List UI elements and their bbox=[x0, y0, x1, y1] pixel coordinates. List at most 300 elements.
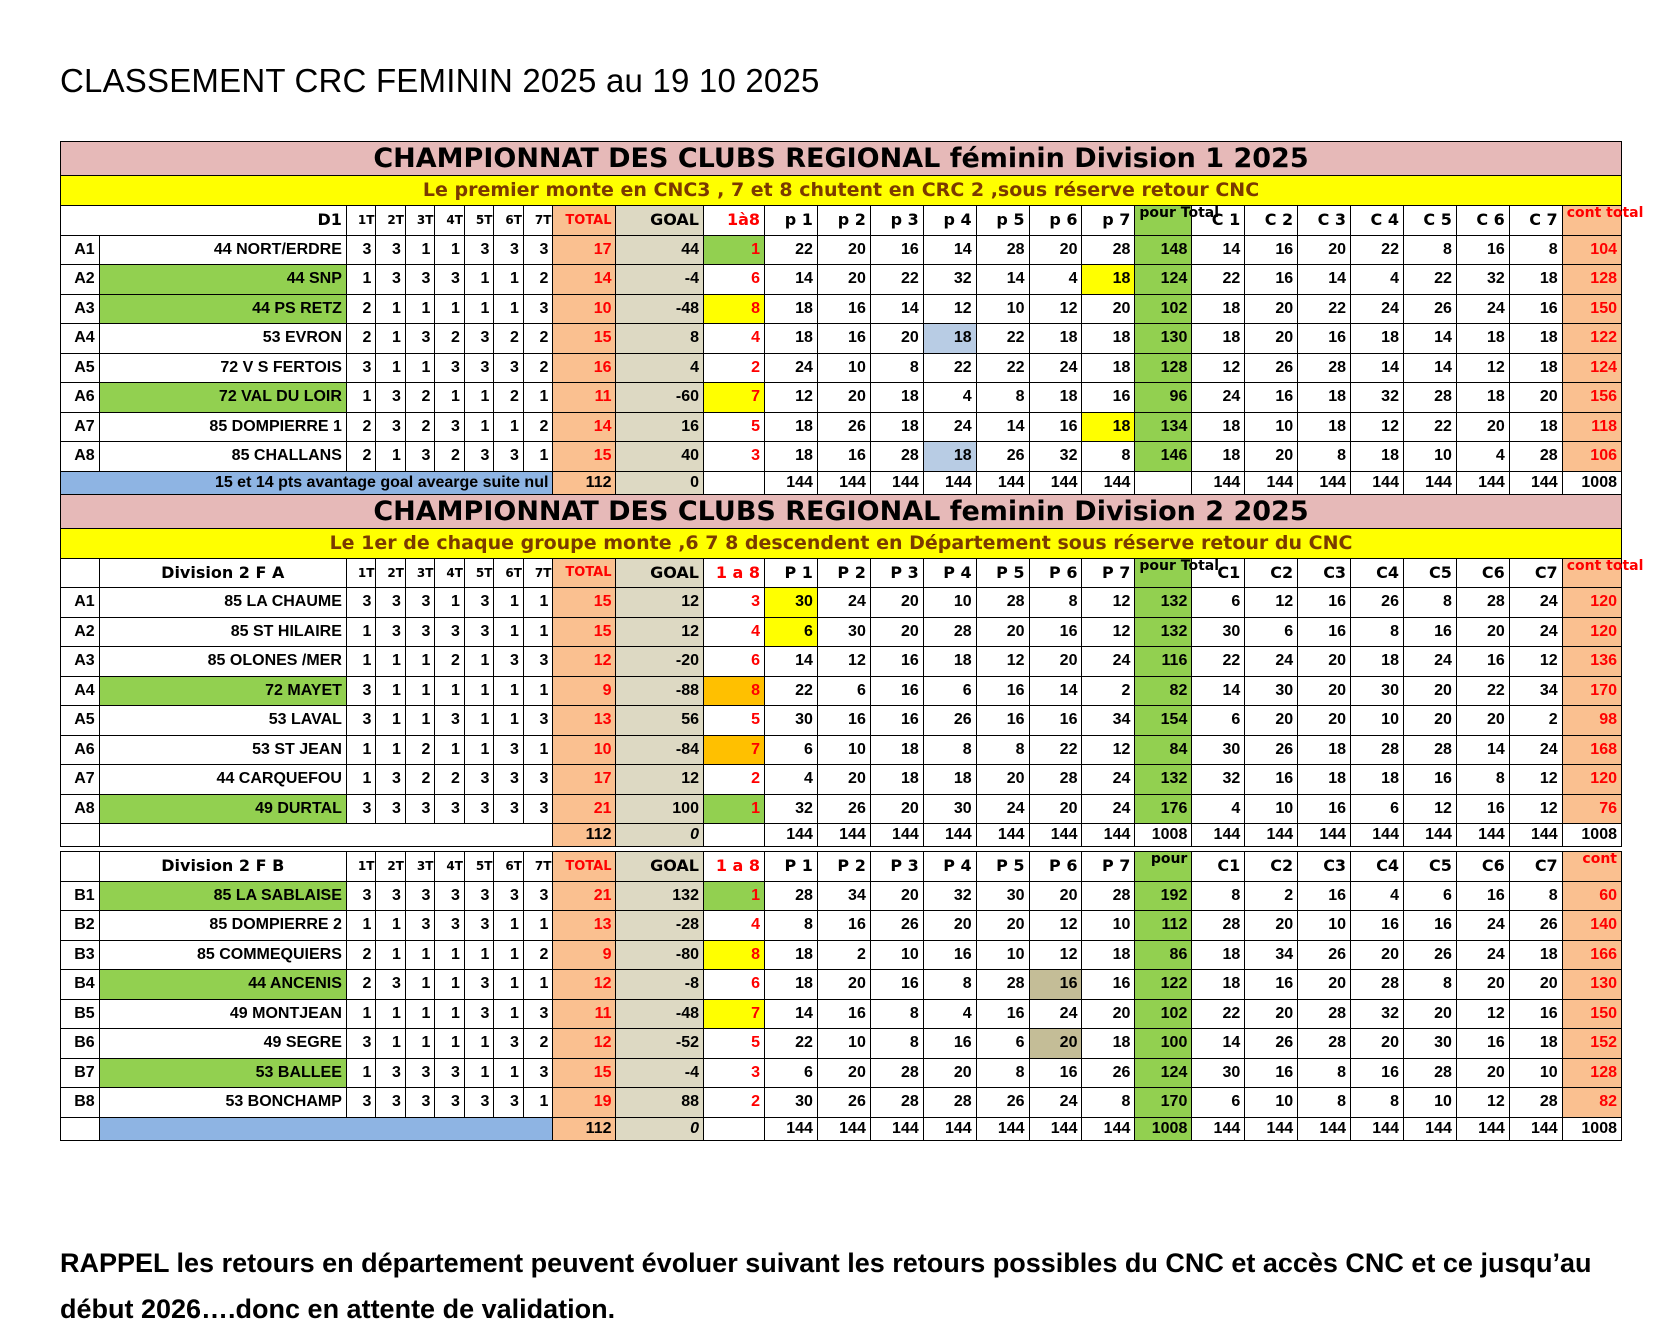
points-for: 6 bbox=[923, 676, 976, 706]
team-position: B2 bbox=[61, 911, 100, 941]
team-name: 85 OLONES /MER bbox=[99, 647, 346, 677]
turn-points: 2 bbox=[523, 265, 553, 295]
team-name: 85 ST HILAIRE bbox=[99, 617, 346, 647]
points-against: 4 bbox=[1351, 265, 1404, 295]
points-against: 8 bbox=[1403, 970, 1456, 1000]
points-against: 20 bbox=[1298, 676, 1351, 706]
points-against: 34 bbox=[1245, 940, 1298, 970]
points-for: 18 bbox=[1082, 412, 1135, 442]
points-against: 18 bbox=[1509, 353, 1562, 383]
summary-points-against: 144 bbox=[1192, 471, 1245, 494]
header-turn: 2T bbox=[376, 206, 406, 236]
header-pour-total: pour Total bbox=[1135, 558, 1192, 588]
header-pour-total: pour Total bbox=[1135, 206, 1192, 236]
team-goal: 8 bbox=[616, 324, 704, 354]
points-for: 28 bbox=[923, 1088, 976, 1118]
turn-points: 3 bbox=[346, 353, 376, 383]
turn-points: 1 bbox=[464, 294, 494, 324]
points-for: 28 bbox=[1082, 881, 1135, 911]
summary-row bbox=[61, 471, 1622, 494]
points-against: 8 bbox=[1351, 1088, 1404, 1118]
table-row bbox=[61, 1058, 1622, 1088]
turn-points: 1 bbox=[523, 617, 553, 647]
points-for: 10 bbox=[976, 294, 1029, 324]
turn-points: 1 bbox=[376, 442, 406, 472]
header-turn: 2T bbox=[376, 558, 406, 588]
header-turn: 6T bbox=[494, 558, 524, 588]
team-total: 13 bbox=[553, 911, 616, 941]
points-for: 16 bbox=[976, 676, 1029, 706]
summary-points-against: 144 bbox=[1456, 824, 1509, 847]
table-row bbox=[61, 999, 1622, 1029]
cont-total: 140 bbox=[1562, 911, 1621, 941]
table-row bbox=[61, 588, 1622, 618]
summary-points-for: 144 bbox=[817, 471, 870, 494]
points-against: 6 bbox=[1192, 1088, 1245, 1118]
header-rank: 1 a 8 bbox=[703, 852, 764, 882]
points-against: 16 bbox=[1456, 881, 1509, 911]
team-name: 53 LAVAL bbox=[99, 706, 346, 736]
cont-total: 118 bbox=[1562, 412, 1621, 442]
turn-points: 1 bbox=[523, 442, 553, 472]
points-for: 22 bbox=[923, 353, 976, 383]
points-for: 10 bbox=[817, 1029, 870, 1059]
points-against: 20 bbox=[1403, 706, 1456, 736]
summary-points-for: 144 bbox=[1029, 1117, 1082, 1140]
points-for: 16 bbox=[1029, 706, 1082, 736]
points-against: 20 bbox=[1245, 911, 1298, 941]
summary-points-for: 144 bbox=[976, 824, 1029, 847]
turn-points: 3 bbox=[376, 412, 406, 442]
summary-points-against: 144 bbox=[1298, 824, 1351, 847]
points-against: 12 bbox=[1245, 588, 1298, 618]
header-points-against: C1 bbox=[1192, 558, 1245, 588]
points-for: 2 bbox=[817, 940, 870, 970]
team-position: A3 bbox=[61, 294, 100, 324]
table-row bbox=[61, 294, 1622, 324]
points-against: 12 bbox=[1192, 353, 1245, 383]
points-against: 24 bbox=[1456, 940, 1509, 970]
turn-points: 3 bbox=[464, 353, 494, 383]
team-name: 85 DOMPIERRE 2 bbox=[99, 911, 346, 941]
turn-points: 3 bbox=[376, 1088, 406, 1118]
team-position: B4 bbox=[61, 970, 100, 1000]
points-for: 16 bbox=[870, 676, 923, 706]
team-rank: 5 bbox=[703, 412, 764, 442]
turn-points: 1 bbox=[494, 412, 524, 442]
turn-points: 3 bbox=[494, 735, 524, 765]
team-total: 12 bbox=[553, 1029, 616, 1059]
points-for: 24 bbox=[765, 353, 818, 383]
header-blank-cell bbox=[61, 558, 100, 588]
points-for: 34 bbox=[817, 881, 870, 911]
points-for: 30 bbox=[765, 1088, 818, 1118]
summary-cont: 1008 bbox=[1562, 1117, 1621, 1140]
cont-total: 60 bbox=[1562, 881, 1621, 911]
team-name: 53 BALLEE bbox=[99, 1058, 346, 1088]
points-against: 22 bbox=[1403, 412, 1456, 442]
summary-points-against: 144 bbox=[1509, 471, 1562, 494]
points-for: 22 bbox=[765, 1029, 818, 1059]
turn-points: 2 bbox=[435, 324, 465, 354]
cont-total: 136 bbox=[1562, 647, 1621, 677]
points-against: 20 bbox=[1298, 235, 1351, 265]
turn-points: 3 bbox=[405, 881, 435, 911]
points-for: 24 bbox=[1029, 999, 1082, 1029]
points-against: 32 bbox=[1351, 999, 1404, 1029]
team-goal: 12 bbox=[616, 588, 704, 618]
team-goal: -48 bbox=[616, 999, 704, 1029]
summary-points-against: 144 bbox=[1351, 824, 1404, 847]
points-against: 30 bbox=[1192, 617, 1245, 647]
points-against: 16 bbox=[1298, 588, 1351, 618]
points-for: 20 bbox=[923, 1058, 976, 1088]
team-total: 12 bbox=[553, 647, 616, 677]
team-rank: 6 bbox=[703, 970, 764, 1000]
cont-total: 122 bbox=[1562, 324, 1621, 354]
points-for: 20 bbox=[976, 765, 1029, 795]
summary-rank-blank bbox=[703, 471, 764, 494]
table-row bbox=[61, 881, 1622, 911]
points-for: 12 bbox=[1029, 911, 1082, 941]
header-points-for: P 2 bbox=[817, 852, 870, 882]
points-for: 14 bbox=[765, 999, 818, 1029]
header-cont-total: cont total bbox=[1562, 558, 1621, 588]
points-against: 18 bbox=[1298, 383, 1351, 413]
points-for: 16 bbox=[1029, 617, 1082, 647]
turn-points: 1 bbox=[494, 294, 524, 324]
team-total: 15 bbox=[553, 1058, 616, 1088]
team-goal: -20 bbox=[616, 647, 704, 677]
table-row bbox=[61, 940, 1622, 970]
points-for: 18 bbox=[923, 765, 976, 795]
pour-total: 82 bbox=[1135, 676, 1192, 706]
cont-total: 120 bbox=[1562, 617, 1621, 647]
points-against: 26 bbox=[1245, 353, 1298, 383]
team-name: 53 EVRON bbox=[99, 324, 346, 354]
points-against: 26 bbox=[1403, 294, 1456, 324]
points-for: 14 bbox=[976, 265, 1029, 295]
points-for: 10 bbox=[923, 588, 976, 618]
header-points-for: p 6 bbox=[1029, 206, 1082, 236]
turn-points: 2 bbox=[405, 765, 435, 795]
cont-total: 150 bbox=[1562, 999, 1621, 1029]
points-for: 22 bbox=[1029, 735, 1082, 765]
summary-points-against: 144 bbox=[1298, 1117, 1351, 1140]
team-position: A7 bbox=[61, 412, 100, 442]
team-name: 53 ST JEAN bbox=[99, 735, 346, 765]
division-1-note: Le premier monte en CNC3 , 7 et 8 chutent en CRC 2 ,sous réserve retour CNC bbox=[61, 176, 1622, 206]
turn-points: 2 bbox=[346, 294, 376, 324]
summary-points-for: 144 bbox=[1029, 471, 1082, 494]
points-for: 18 bbox=[870, 412, 923, 442]
summary-points-for: 144 bbox=[923, 1117, 976, 1140]
points-against: 12 bbox=[1509, 794, 1562, 824]
points-for: 18 bbox=[1082, 353, 1135, 383]
turn-points: 1 bbox=[376, 647, 406, 677]
pour-total: 170 bbox=[1135, 1088, 1192, 1118]
points-against: 12 bbox=[1509, 647, 1562, 677]
turn-points: 2 bbox=[523, 412, 553, 442]
team-total: 15 bbox=[553, 442, 616, 472]
points-against: 8 bbox=[1192, 881, 1245, 911]
team-rank: 6 bbox=[703, 647, 764, 677]
team-total: 15 bbox=[553, 588, 616, 618]
turn-points: 1 bbox=[523, 1088, 553, 1118]
team-rank: 2 bbox=[703, 353, 764, 383]
turn-points: 3 bbox=[346, 676, 376, 706]
turn-points: 1 bbox=[464, 1058, 494, 1088]
points-against: 20 bbox=[1403, 999, 1456, 1029]
turn-points: 3 bbox=[405, 1058, 435, 1088]
cont-total: 130 bbox=[1562, 970, 1621, 1000]
team-goal: -88 bbox=[616, 676, 704, 706]
points-against: 30 bbox=[1192, 735, 1245, 765]
points-for: 12 bbox=[923, 294, 976, 324]
points-for: 20 bbox=[870, 617, 923, 647]
pour-total: 154 bbox=[1135, 706, 1192, 736]
points-for: 16 bbox=[817, 999, 870, 1029]
points-against: 10 bbox=[1351, 706, 1404, 736]
team-position: A7 bbox=[61, 765, 100, 795]
points-against: 22 bbox=[1192, 647, 1245, 677]
points-for: 24 bbox=[1082, 794, 1135, 824]
summary-points-against: 144 bbox=[1192, 1117, 1245, 1140]
points-for: 22 bbox=[976, 353, 1029, 383]
points-against: 24 bbox=[1351, 294, 1404, 324]
summary-pos-blank bbox=[61, 824, 100, 847]
cont-total: 120 bbox=[1562, 588, 1621, 618]
team-rank: 5 bbox=[703, 1029, 764, 1059]
turn-points: 2 bbox=[435, 442, 465, 472]
header-rank: 1 a 8 bbox=[703, 558, 764, 588]
points-against: 14 bbox=[1192, 1029, 1245, 1059]
points-for: 16 bbox=[1029, 970, 1082, 1000]
turn-points: 1 bbox=[346, 265, 376, 295]
summary-points-for: 144 bbox=[1082, 1117, 1135, 1140]
points-against: 22 bbox=[1456, 676, 1509, 706]
table-row bbox=[61, 383, 1622, 413]
points-against: 28 bbox=[1298, 353, 1351, 383]
header-turn: 4T bbox=[435, 852, 465, 882]
summary-points-for: 144 bbox=[976, 471, 1029, 494]
turn-points: 1 bbox=[523, 911, 553, 941]
standings-area bbox=[60, 141, 1644, 1141]
turn-points: 1 bbox=[376, 735, 406, 765]
team-total: 17 bbox=[553, 765, 616, 795]
points-against: 26 bbox=[1509, 911, 1562, 941]
table-row bbox=[61, 412, 1622, 442]
header-points-against: C 4 bbox=[1351, 206, 1404, 236]
points-for: 16 bbox=[817, 442, 870, 472]
header-turn: 1T bbox=[346, 852, 376, 882]
points-against: 20 bbox=[1351, 940, 1404, 970]
pour-total: 124 bbox=[1135, 265, 1192, 295]
points-for: 16 bbox=[1082, 383, 1135, 413]
points-for: 16 bbox=[1029, 1058, 1082, 1088]
turn-points: 3 bbox=[464, 235, 494, 265]
points-for: 24 bbox=[976, 794, 1029, 824]
points-for: 8 bbox=[1082, 1088, 1135, 1118]
header-turn: 4T bbox=[435, 558, 465, 588]
turn-points: 1 bbox=[435, 235, 465, 265]
points-against: 20 bbox=[1456, 412, 1509, 442]
team-total: 15 bbox=[553, 617, 616, 647]
cont-total: 98 bbox=[1562, 706, 1621, 736]
turn-points: 1 bbox=[464, 265, 494, 295]
summary-pour: 1008 bbox=[1135, 1117, 1192, 1140]
cont-total: 168 bbox=[1562, 735, 1621, 765]
turn-points: 3 bbox=[523, 765, 553, 795]
turn-points: 1 bbox=[405, 676, 435, 706]
summary-goal: 0 bbox=[616, 1117, 704, 1140]
points-against: 24 bbox=[1509, 617, 1562, 647]
team-position: A2 bbox=[61, 617, 100, 647]
title-row bbox=[61, 142, 1622, 176]
points-against: 12 bbox=[1456, 353, 1509, 383]
points-for: 20 bbox=[817, 765, 870, 795]
summary-points-against: 144 bbox=[1509, 824, 1562, 847]
summary-cont: 1008 bbox=[1562, 824, 1621, 847]
summary-points-for: 144 bbox=[817, 1117, 870, 1140]
team-name: 85 DOMPIERRE 1 bbox=[99, 412, 346, 442]
pour-total: 116 bbox=[1135, 647, 1192, 677]
points-against: 18 bbox=[1192, 940, 1245, 970]
points-against: 20 bbox=[1456, 970, 1509, 1000]
team-position: B1 bbox=[61, 881, 100, 911]
turn-points: 1 bbox=[435, 588, 465, 618]
pour-total: 128 bbox=[1135, 353, 1192, 383]
turn-points: 3 bbox=[464, 999, 494, 1029]
turn-points: 1 bbox=[435, 383, 465, 413]
team-rank: 1 bbox=[703, 235, 764, 265]
team-total: 11 bbox=[553, 999, 616, 1029]
turn-points: 1 bbox=[405, 647, 435, 677]
team-goal: 88 bbox=[616, 1088, 704, 1118]
team-goal: -52 bbox=[616, 1029, 704, 1059]
team-rank: 7 bbox=[703, 735, 764, 765]
points-against: 10 bbox=[1509, 1058, 1562, 1088]
turn-points: 3 bbox=[494, 881, 524, 911]
turn-points: 1 bbox=[464, 706, 494, 736]
points-against: 28 bbox=[1403, 383, 1456, 413]
points-against: 16 bbox=[1245, 1058, 1298, 1088]
team-goal: 132 bbox=[616, 881, 704, 911]
turn-points: 3 bbox=[346, 235, 376, 265]
points-against: 34 bbox=[1509, 676, 1562, 706]
team-goal: 100 bbox=[616, 794, 704, 824]
points-against: 16 bbox=[1403, 911, 1456, 941]
turn-points: 3 bbox=[464, 324, 494, 354]
points-for: 6 bbox=[817, 676, 870, 706]
division-2-title: CHAMPIONNAT DES CLUBS REGIONAL feminin Division 2 2025 bbox=[61, 494, 1622, 528]
header-points-for: P 4 bbox=[923, 852, 976, 882]
points-for: 12 bbox=[765, 383, 818, 413]
team-name: 49 MONTJEAN bbox=[99, 999, 346, 1029]
points-against: 16 bbox=[1298, 881, 1351, 911]
points-for: 10 bbox=[817, 735, 870, 765]
turn-points: 2 bbox=[435, 647, 465, 677]
turn-points: 3 bbox=[376, 881, 406, 911]
summary-rank-blank bbox=[703, 1117, 764, 1140]
turn-points: 1 bbox=[523, 970, 553, 1000]
points-for: 8 bbox=[976, 735, 1029, 765]
turn-points: 1 bbox=[405, 970, 435, 1000]
points-for: 16 bbox=[923, 940, 976, 970]
turn-points: 3 bbox=[494, 353, 524, 383]
points-for: 14 bbox=[976, 412, 1029, 442]
points-for: 20 bbox=[1082, 999, 1135, 1029]
points-against: 18 bbox=[1509, 412, 1562, 442]
points-against: 10 bbox=[1245, 794, 1298, 824]
team-name: 49 DURTAL bbox=[99, 794, 346, 824]
table-row bbox=[61, 647, 1622, 677]
points-against: 14 bbox=[1351, 353, 1404, 383]
turn-points: 3 bbox=[523, 706, 553, 736]
team-total: 15 bbox=[553, 324, 616, 354]
table-row bbox=[61, 911, 1622, 941]
points-for: 26 bbox=[976, 442, 1029, 472]
table-row bbox=[61, 676, 1622, 706]
turn-points: 1 bbox=[405, 940, 435, 970]
points-against: 24 bbox=[1192, 383, 1245, 413]
points-against: 10 bbox=[1403, 1088, 1456, 1118]
header-points-against: C2 bbox=[1245, 852, 1298, 882]
team-position: A4 bbox=[61, 676, 100, 706]
header-goal: GOAL bbox=[616, 206, 704, 236]
team-total: 19 bbox=[553, 1088, 616, 1118]
team-name: 85 LA SABLAISE bbox=[99, 881, 346, 911]
points-for: 16 bbox=[870, 647, 923, 677]
turn-points: 1 bbox=[405, 1029, 435, 1059]
team-rank: 7 bbox=[703, 383, 764, 413]
points-against: 22 bbox=[1403, 265, 1456, 295]
points-for: 8 bbox=[765, 911, 818, 941]
points-against: 28 bbox=[1403, 735, 1456, 765]
header-row bbox=[61, 558, 1622, 588]
summary-points-against: 144 bbox=[1456, 1117, 1509, 1140]
points-against: 32 bbox=[1456, 265, 1509, 295]
team-name: 85 LA CHAUME bbox=[99, 588, 346, 618]
points-against: 14 bbox=[1456, 735, 1509, 765]
points-against: 18 bbox=[1509, 265, 1562, 295]
turn-points: 3 bbox=[346, 588, 376, 618]
summary-points-for: 144 bbox=[870, 824, 923, 847]
points-for: 20 bbox=[817, 383, 870, 413]
points-against: 4 bbox=[1456, 442, 1509, 472]
points-against: 20 bbox=[1245, 324, 1298, 354]
summary-label bbox=[99, 824, 553, 847]
header-turn: 2T bbox=[376, 852, 406, 882]
header-turn: 6T bbox=[494, 852, 524, 882]
turn-points: 1 bbox=[494, 588, 524, 618]
turn-points: 3 bbox=[464, 617, 494, 647]
turn-points: 3 bbox=[346, 794, 376, 824]
points-against: 16 bbox=[1456, 647, 1509, 677]
page-title: CLASSEMENT CRC FEMININ 2025 au 19 10 2025 bbox=[60, 62, 820, 99]
table-row bbox=[61, 617, 1622, 647]
turn-points: 1 bbox=[464, 676, 494, 706]
points-against: 20 bbox=[1298, 706, 1351, 736]
points-for: 30 bbox=[765, 588, 818, 618]
points-against: 10 bbox=[1403, 442, 1456, 472]
team-name: 53 BONCHAMP bbox=[99, 1088, 346, 1118]
pour-total: 132 bbox=[1135, 617, 1192, 647]
team-goal: -28 bbox=[616, 911, 704, 941]
team-rank: 1 bbox=[703, 881, 764, 911]
summary-row bbox=[61, 824, 1622, 847]
turn-points: 3 bbox=[464, 1088, 494, 1118]
